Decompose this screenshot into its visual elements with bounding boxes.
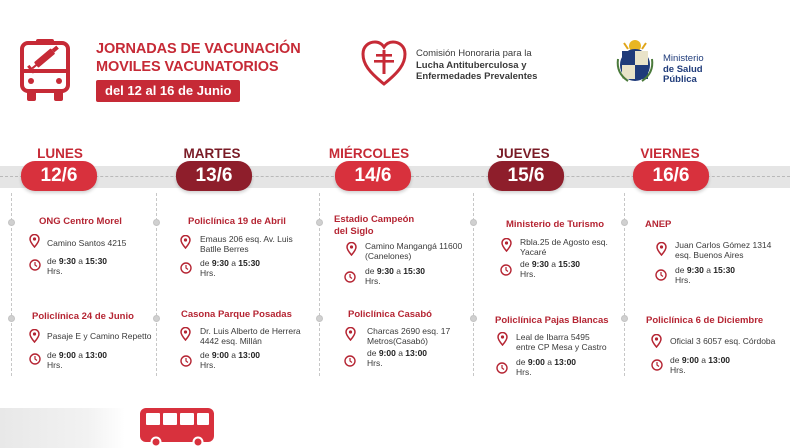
location-pin-icon <box>29 329 40 343</box>
clock-icon <box>500 264 512 276</box>
location-pin-icon <box>656 242 667 256</box>
vaccine-bus-icon <box>19 39 71 103</box>
location-pin-icon <box>29 234 40 248</box>
timeline-dot <box>153 219 160 226</box>
location-title: Ministerio de Turismo <box>506 219 605 230</box>
location-address: Pasaje E y Camino Repetto <box>47 331 152 341</box>
location-hours: de 9:00 a 13:00 Hrs. <box>200 350 261 370</box>
location-hours: de 9:00 a 13:00 Hrs. <box>47 350 108 370</box>
ministry-line-2: de Salud <box>663 63 703 75</box>
location-address: Oficial 3 6057 esq. Córdoba <box>670 336 776 346</box>
location-title: Estadio Campeón del Siglo <box>334 214 415 237</box>
ministry-line-3: Pública <box>663 74 697 85</box>
location-title: Policlínica 6 de Diciembre <box>646 315 764 326</box>
location-hours: de 9:30 a 15:30 Hrs. <box>47 256 108 276</box>
location-title: Policlínica 24 de Junio <box>32 311 134 322</box>
day-name-martes: MARTES <box>183 146 241 161</box>
location-address: Juan Carlos Gómez 1314 esq. Buenos Aires <box>675 240 772 260</box>
title-line-2: MOVILES VACUNATORIOS <box>96 59 279 75</box>
location-hours: de 9:30 a 15:30 Hrs. <box>365 266 426 286</box>
location-address: Rbla.25 de Agosto esq. Yacaré <box>520 237 608 257</box>
clock-icon <box>496 362 508 374</box>
clock-icon <box>180 262 192 274</box>
location-hours: de 9:00 a 13:00 Hrs. <box>670 355 731 375</box>
location-hours: de 9:30 a 15:30 Hrs. <box>200 258 261 278</box>
clock-icon <box>344 271 356 283</box>
location-address: Leal de Ibarra 5495 entre CP Mesa y Castro <box>516 332 607 352</box>
ministry-line-1: Ministerio <box>663 53 704 64</box>
location-title: Policlínica 19 de Abril <box>188 216 286 227</box>
timeline-dot <box>621 315 628 322</box>
location-address: Camino Santos 4215 <box>47 238 127 248</box>
day-badge-15-6: 15/6 <box>488 161 564 191</box>
timeline-dot <box>153 315 160 322</box>
location-title: Casona Parque Posadas <box>181 309 292 320</box>
timeline-dot <box>316 219 323 226</box>
clock-icon <box>655 269 667 281</box>
timeline-dot <box>470 219 477 226</box>
chlpt-line-1: Comisión Honoraria para la <box>416 48 532 59</box>
clock-icon <box>651 359 663 371</box>
location-title: ANEP <box>645 219 672 230</box>
uruguay-coat-of-arms-icon <box>614 37 656 85</box>
timeline-dot <box>470 315 477 322</box>
location-address: Emaus 206 esq. Av. Luis Batlle Berres <box>200 234 293 254</box>
location-address: Charcas 2690 esq. 17 Metros(Casabó) <box>367 326 451 346</box>
location-title: Policlínica Casabó <box>348 309 432 320</box>
bus-icon <box>138 404 218 448</box>
location-pin-icon <box>180 235 191 249</box>
location-pin-icon <box>180 327 191 341</box>
day-name-viernes: VIERNES <box>640 146 700 161</box>
day-name-jueves: JUEVES <box>496 146 550 161</box>
date-range-badge: del 12 al 16 de Junio <box>96 80 240 102</box>
location-hours: de 9:00 a 13:00 Hrs. <box>516 357 577 377</box>
chlpt-org-name <box>416 48 537 83</box>
location-title: Policlínica Pajas Blancas <box>495 315 609 326</box>
clock-icon <box>180 355 192 367</box>
location-address: Dr. Luis Alberto de Herrera 4442 esq. Millán <box>200 326 301 346</box>
heart-cross-logo-icon <box>361 40 407 88</box>
day-badge-14-6: 14/6 <box>335 161 411 191</box>
day-badge-16-6: 16/6 <box>633 161 709 191</box>
day-name-miercoles: MIÉRCOLES <box>328 146 410 161</box>
timeline-dot <box>8 315 15 322</box>
location-pin-icon <box>345 327 356 341</box>
title-line-1: JORNADAS DE VACUNACIÓN <box>96 41 301 57</box>
timeline-dot <box>621 219 628 226</box>
timeline-dot <box>8 219 15 226</box>
timeline-dot <box>316 315 323 322</box>
location-pin-icon <box>501 238 512 252</box>
location-title: ONG Centro Morel <box>39 216 122 227</box>
ministry-name <box>663 54 704 86</box>
clock-icon <box>29 353 41 365</box>
clock-icon <box>29 259 41 271</box>
location-hours: de 9:00 a 13:00 Hrs. <box>367 348 428 368</box>
location-address: Camino Mangangá 11600 (Canelones) <box>365 241 463 261</box>
day-badge-12-6: 12/6 <box>21 161 97 191</box>
location-pin-icon <box>651 334 662 348</box>
chlpt-line-3: Enfermedades Prevalentes <box>416 71 538 82</box>
location-pin-icon <box>497 332 508 346</box>
clock-icon <box>344 355 356 367</box>
day-badge-13-6: 13/6 <box>176 161 252 191</box>
location-hours: de 9:30 a 15:30 Hrs. <box>675 265 736 285</box>
day-name-lunes: LUNES <box>37 146 83 161</box>
campaign-title <box>96 40 316 76</box>
location-pin-icon <box>346 242 357 256</box>
chlpt-line-2: Lucha Antituberculosa y <box>416 59 527 71</box>
location-hours: de 9:30 a 15:30 Hrs. <box>520 259 581 279</box>
footer-road-band <box>0 408 125 448</box>
